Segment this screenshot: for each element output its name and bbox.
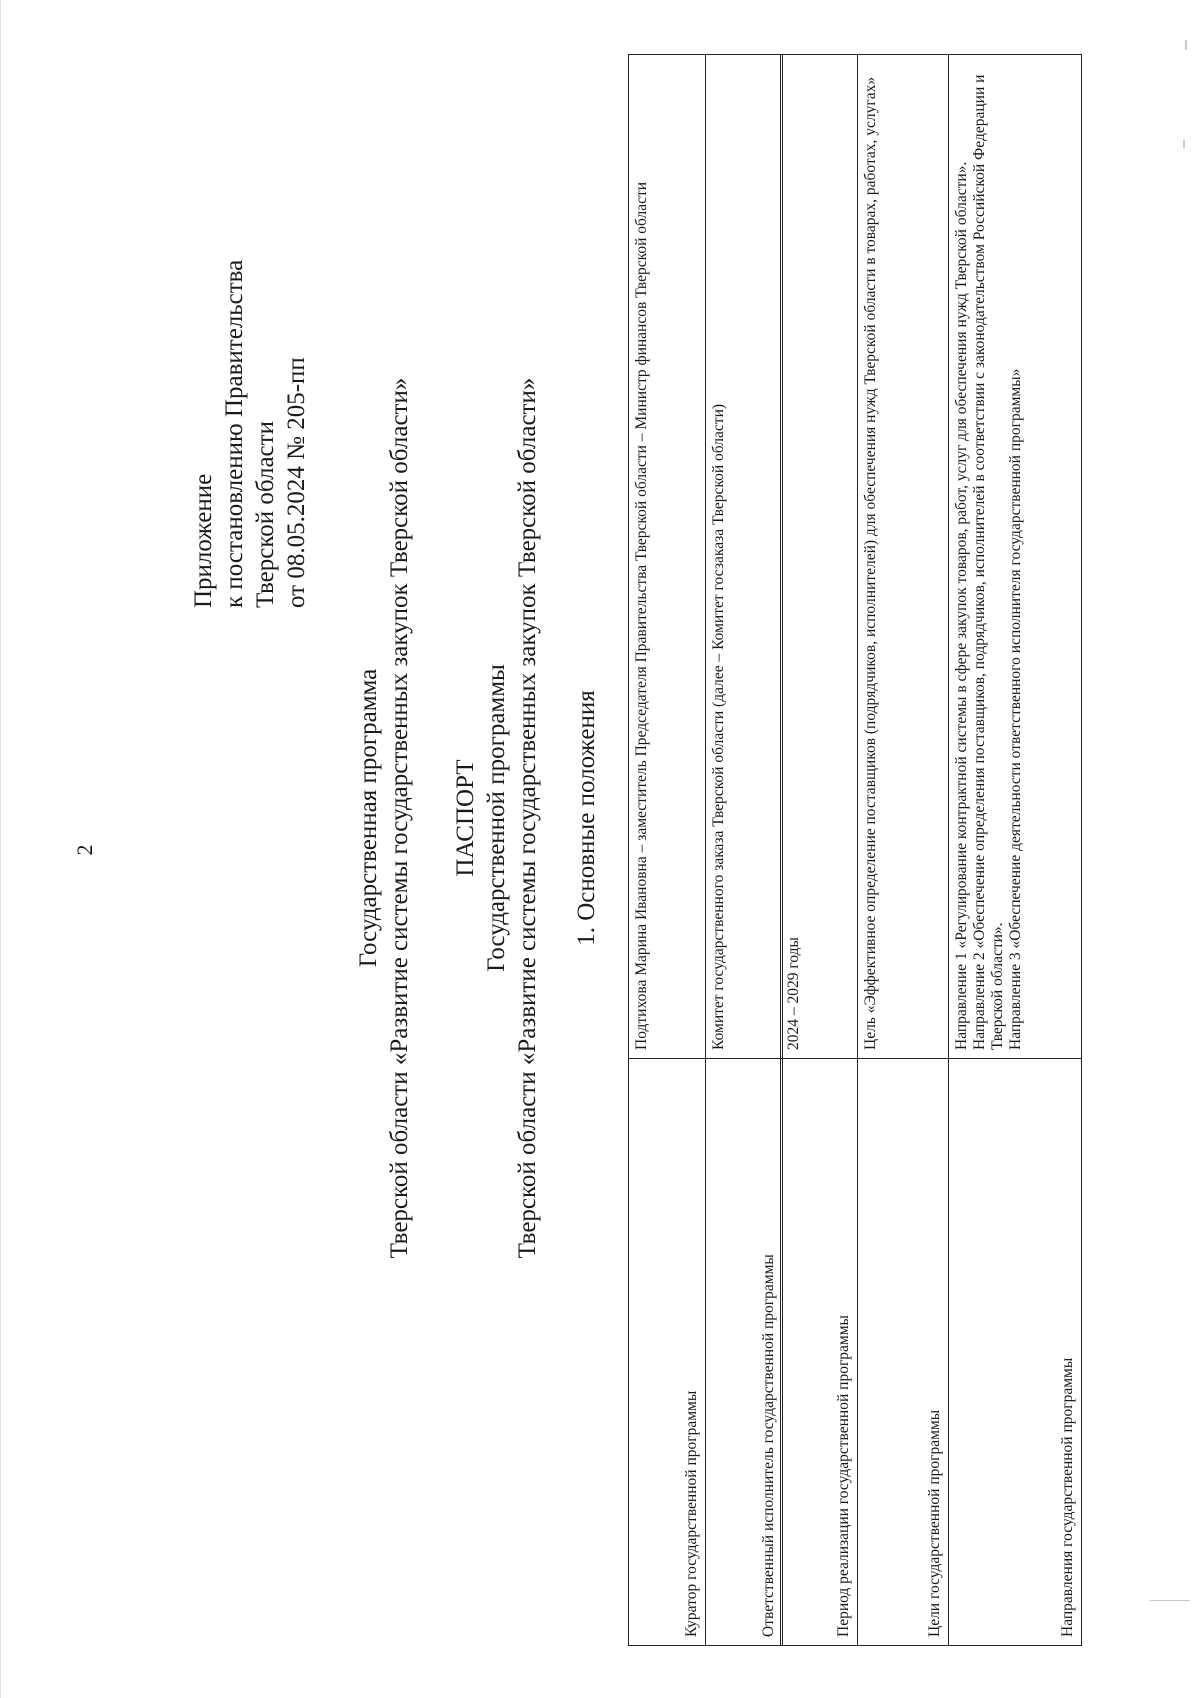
value-line: Направление 3 «Обеспечение деятельности ответственного исполнителя государственной программы» (1007, 368, 1024, 1050)
passport-title: ПАСПОРТ (452, 759, 479, 877)
value-line: Цель «Эффективное определение поставщиков (подрядчиков, исполнителей) для обеспечения нужд Тверской области в товарах, работах, услугах» (862, 76, 879, 1050)
row-label: Период реализации государственной программы (781, 1059, 858, 1646)
appendix-line: к постановлению Правительства (221, 259, 248, 608)
appendix-block (188, 88, 312, 608)
table-row (858, 55, 949, 1646)
row-label: Куратор государственной программы (629, 1059, 706, 1646)
value-line: Направление 2 «Обеспечение определения поставщиков, подрядчиков, исполнителей в соответствии с законодательством Российской Федерации и Тверской области». (971, 74, 1006, 1050)
value-line: Направление 1 «Регулирование контрактной системы в сфере закупок товаров, работ, услуг для обеспечения нужд Тверской области». (953, 161, 970, 1050)
row-value (949, 55, 1082, 1059)
table-row (706, 55, 783, 1646)
row-label: Направления государственной программы (949, 1059, 1082, 1646)
value-line: 2024 – 2029 годы (785, 937, 802, 1050)
table-row (629, 55, 706, 1646)
scan-left-edge (0, 0, 1, 1698)
main-provisions-table-part2 (780, 54, 1082, 1646)
scan-speck (1185, 40, 1187, 50)
section-title: 1. Основные положения (573, 690, 600, 946)
appendix-line: Тверской области (252, 421, 279, 608)
appendix-line: от 08.05.2024 № 205-пп (283, 357, 310, 608)
program-heading: Государственная программа (355, 668, 382, 968)
row-value (858, 55, 949, 1059)
row-value (781, 55, 858, 1059)
row-value: Комитет государственного заказа Тверской области (далее – Комитет госзаказа Тверской области) (706, 55, 783, 1059)
program-heading-title: Тверской области «Развитие системы государственных закупок Тверской области» (386, 377, 413, 1259)
page-number: 2 (72, 844, 97, 856)
main-provisions-table-part1 (628, 54, 783, 1646)
table-row (949, 55, 1082, 1646)
scan-speck (1183, 140, 1185, 148)
row-label: Цели государственной программы (858, 1059, 949, 1646)
passport-program-name: Тверской области «Развитие системы государственных закупок Тверской области» (514, 377, 541, 1259)
passport-subtitle: Государственной программы (483, 664, 510, 972)
row-value: Подтихова Марина Ивановна – заместитель Председателя Правительства Тверской области – Министр финансов Тверской области (629, 55, 706, 1059)
row-label: Ответственный исполнитель государственной программы (706, 1059, 783, 1646)
scan-edge-mark (1150, 1600, 1190, 1601)
table-row (781, 55, 858, 1646)
appendix-line: Приложение (190, 473, 217, 608)
